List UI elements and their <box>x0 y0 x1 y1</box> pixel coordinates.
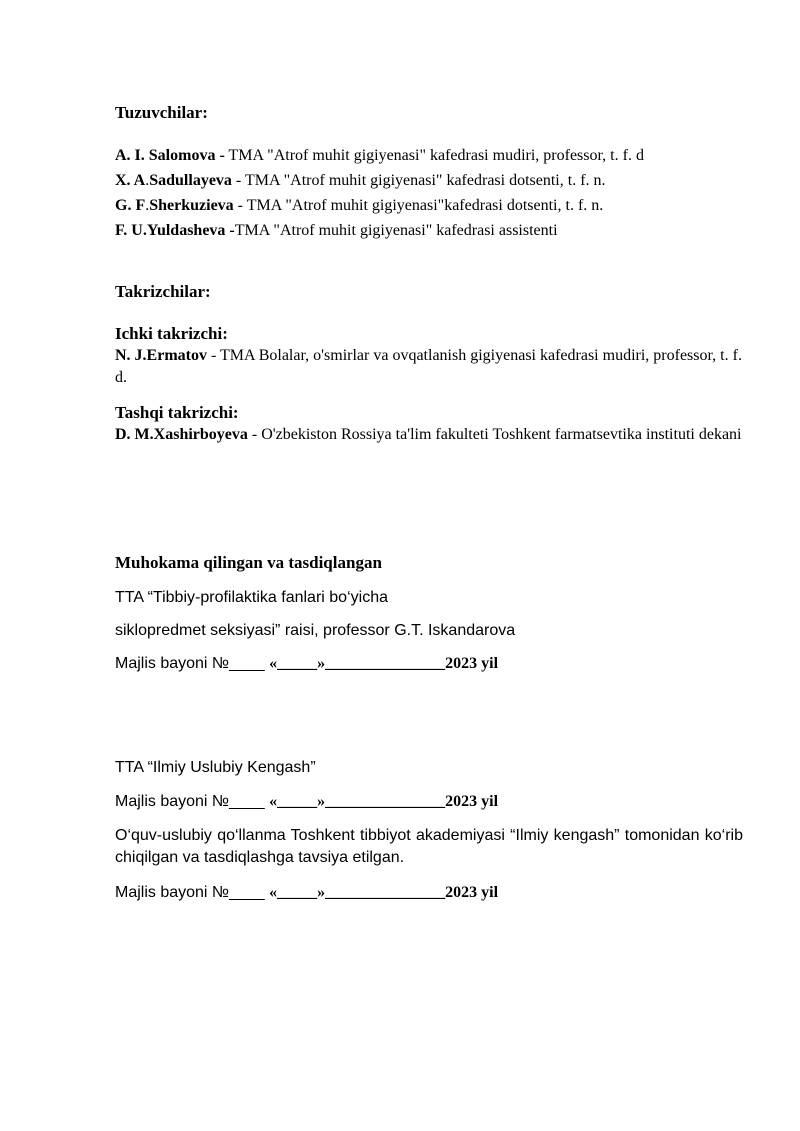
minutes-line-2 <box>115 791 743 813</box>
compiler-entry <box>115 145 743 167</box>
compiler-name-part: X. A <box>115 172 146 189</box>
reviewers-heading: Takrizchilar: <box>115 282 211 301</box>
minutes-line-3 <box>115 882 743 904</box>
council-name: TTA “Ilmiy Uslubiy Kengash” <box>115 759 316 776</box>
internal-reviewer-label: Ichki takrizchi: <box>115 324 228 343</box>
minutes-date: «_____»_______________2023 yil <box>269 655 499 672</box>
compiler-entry <box>115 220 743 242</box>
approval-line-1: TTA “Tibbiy-profilaktika fanlari bo‘yicha <box>115 589 388 606</box>
compiler-role: TMA "Atrof muhit gigiyenasi" kafedrasi mudiri, professor, t. f. d <box>224 147 644 164</box>
minutes-prefix: Majlis bayoni №____ <box>115 793 270 810</box>
compilers-list <box>115 145 743 242</box>
minutes-line-1 <box>115 653 743 675</box>
external-reviewer <box>115 424 743 446</box>
compiler-role: TMA "Atrof muhit gigiyenasi" kafedrasi assistenti <box>234 222 558 239</box>
approval-line-2: siklopredmet seksiyasi” raisi, professor G.T. Iskandarova <box>115 622 516 639</box>
compiler-entry <box>115 170 743 192</box>
external-reviewer-name: D. M.Xashirboyeva <box>115 426 248 443</box>
compiler-role: - TMA "Atrof muhit gigiyenasi" kafedrasi dotsenti, t. f. n. <box>231 172 606 189</box>
recommendation-text: O‘quv-uslubiy qo‘llanma Toshkent tibbiyot akademiyasi “Ilmiy kengash” tomonidan ko‘rib chiqilgan va tasdiqlashga tavsiya etilgan. <box>115 827 743 866</box>
internal-reviewer <box>115 345 743 389</box>
compiler-name-part: Sherkuzieva <box>149 197 234 214</box>
minutes-date: «_____»_______________2023 yil <box>269 884 499 901</box>
minutes-prefix: Majlis bayoni №____ <box>115 655 270 672</box>
compiler-role: - TMA "Atrof muhit gigiyenasi"kafedrasi dotsenti, t. f. n. <box>233 197 604 214</box>
external-reviewer-label: Tashqi takrizchi: <box>115 403 239 422</box>
compiler-name-dot: . <box>145 172 150 189</box>
compilers-heading: Tuzuvchilar: <box>115 103 208 122</box>
compiler-entry <box>115 195 743 217</box>
compiler-name: F. U.Yuldasheva - <box>115 222 235 239</box>
internal-reviewer-role: - TMA Bolalar, o'smirlar va ovqatlanish gigiyenasi kafedrasi mudiri, professor, t. f. d. <box>115 347 742 386</box>
compiler-name-dot: . <box>145 197 150 214</box>
external-reviewer-role: - O'zbekiston Rossiya ta'lim fakulteti Toshkent farmatsevtika instituti dekani <box>247 426 742 443</box>
minutes-prefix: Majlis bayoni №____ <box>115 884 270 901</box>
minutes-date: «_____»_______________2023 yil <box>269 793 499 810</box>
compiler-name: A. I. Salomova - <box>115 147 225 164</box>
approval-heading: Muhokama qilingan va tasdiqlangan <box>115 553 382 572</box>
internal-reviewer-name: N. J.Ermatov <box>115 347 207 364</box>
compiler-name-part: G. F <box>115 197 146 214</box>
compiler-name-part: Sadullayeva <box>149 172 232 189</box>
